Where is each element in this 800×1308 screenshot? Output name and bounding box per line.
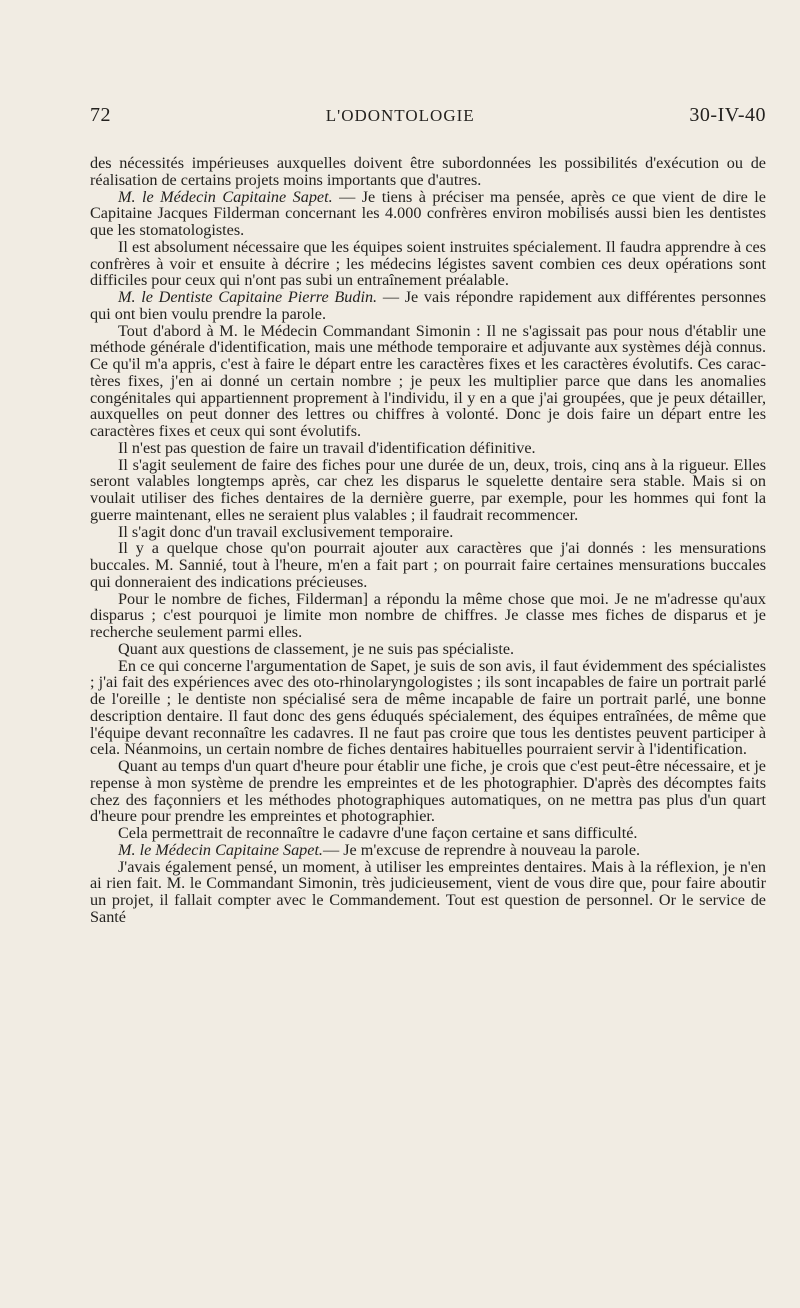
paragraph-text: Il y a quelque chose qu'on pourrait ajouter aux caractères que j'ai donnés : les mensurations buccales. M. Sannié, tout à l'heure, m'en a fait part ; on pourrait faire certaines mensurations buccales qui donneraient des indications précieuses. [90, 539, 766, 591]
speaker-name: M. le Médecin Capitaine Sapet. [118, 187, 333, 206]
running-header [90, 104, 766, 127]
paragraph-text: des nécessités impérieuses auxquelles doivent être subordonnées les possibilités d'exécution ou de réalisation de certains projets moins importants que d'autres. [90, 154, 766, 189]
paragraph-text: — Je tiens à préciser ma pensée, après ce que vient de dire le Capitaine Jacques Filderman concernant les 4.000 confrères environ mobilisés aussi bien les dentistes que les stomatologistes. [90, 187, 766, 239]
paragraph-text: En ce qui concerne l'argumentation de Sapet, je suis de son avis, il faut évidemment des spécialistes ; j'ai fait des expériences avec des oto-rhinolaryngologistes ; ils sont incapables de faire un portrait parlé de l'oreille ; le dentiste non spécialisé sera de même incapable de faire un portrait parlé, une bonne description dentaire. Il faut donc des gens éduqués spécialement, des équipes entraînées, de même que l'équipe devant reconnaître les cadavres. Il ne faut pas croire que tous les dentistes peuvent participer à cela. Néanmoins, un certain nombre de fiches dentaires habituelles pourraient servir à l'identification. [90, 656, 766, 759]
paragraph-1 [90, 155, 766, 189]
paragraph-12 [90, 658, 766, 759]
body-text [90, 155, 766, 926]
paragraph-8 [90, 524, 766, 541]
paragraph-text: Il s'agit donc d'un travail exclusivement temporaire. [118, 522, 454, 541]
paragraph-11 [90, 641, 766, 658]
paragraph-text: — Je m'excuse de reprendre à nouveau la parole. [322, 840, 641, 859]
paragraph-15 [90, 842, 766, 859]
paragraph-text: — Je vais répondre rapidement aux différentes personnes qui ont bien voulu prendre la parole. [90, 288, 766, 323]
paragraph-text: J'avais également pensé, un moment, à utiliser les empreintes dentaires. Mais à la réflexion, je n'en ai rien fait. M. le Commandant Simonin, très judicieusement, vient de vous dire que, pour faire aboutir un projet, il fallait compter avec le Commandement. Tout est question de personnel. Or le service de Santé [90, 857, 766, 926]
paragraph-text: Il n'est pas question de faire un travail d'identification définitive. [118, 438, 536, 457]
paragraph-text: Quant au temps d'un quart d'heure pour établir une fiche, je crois que c'est peut-être nécessaire, et je repense à mon système de prendre les empreintes et de les photographier. D'après des décomptes faits chez des façonniers et les méthodes photographiques automatiques, on ne mettra pas plus d'un quart d'heure pour prendre les empreintes et photographier. [90, 757, 766, 826]
paragraph-9 [90, 540, 766, 590]
paragraph-4 [90, 289, 766, 323]
speaker-name: M. le Dentiste Capitaine Pierre Budin. [118, 288, 378, 306]
paragraph-13 [90, 758, 766, 825]
journal-title: L'ODONTOLOGIE [325, 106, 475, 125]
paragraph-text: Quant aux questions de classement, je ne suis pas spécialiste. [118, 639, 515, 658]
document-page [90, 104, 766, 926]
paragraph-16 [90, 859, 766, 926]
page-number: 72 [90, 104, 111, 126]
paragraph-2 [90, 189, 766, 239]
paragraph-text: Il est absolument nécessaire que les équipes soient instruites spécialement. Il faudra apprendre à ces confrères à voir et ensuite à décrire ; les médecins légistes savent combien ces deux opérations sont difficiles pour ceux qui n'ont pas subi un entraînement préalable. [90, 237, 766, 290]
paragraph-3 [90, 239, 766, 289]
paragraph-text: Pour le nombre de fiches, Filderman] a répondu la même chose que moi. Je ne m'adresse qu'aux disparus ; c'est pourquoi je limite mon nombre de chiffres. Je classe mes fiches de disparus et je recherche seulement parmi elles. [90, 589, 766, 641]
paragraph-text: Tout d'abord à M. le Médecin Commandant Simonin : Il ne s'agissait pas pour nous d'établir une méthode générale d'identification, mais une méthode temporaire et adjuvante aux systèmes déjà connus. Ce qu'il m'a appris, c'est à faire le départ entre les caractères fixes et les caractères évolutifs. Ces caractères fixes, j'en ai donné un certain nombre ; je peux les multiplier parce que dans les anomalies congénitales qui appartiennent proprement à l'individu, il y en a que j'ai groupées, que je peux détailler, auxquelles on peut donner des lettres ou chiffres à volonté. Donc je dois faire un départ entre les caractères fixes et ceux qui sont évolutifs. [90, 321, 766, 440]
paragraph-7 [90, 457, 766, 524]
paragraph-text: Il s'agit seulement de faire des fiches pour une durée de un, deux, trois, cinq ans à la rigueur. Elles seront valables longtemps après, car chez les disparus le squelette dentaire sera stable. Mais si on voulait utiliser des fiches dentaires de la dernière guerre, par exemple, pour les hommes qui font la guerre maintenant, elles ne seraient plus valables ; il faudrait recommencer. [90, 455, 766, 524]
paragraph-10 [90, 591, 766, 641]
paragraph-6 [90, 440, 766, 457]
paragraph-5 [90, 323, 766, 440]
paragraph-text: Cela permettrait de reconnaître le cadavre d'une façon certaine et sans difficulté. [118, 824, 638, 842]
speaker-name: M. le Médecin Capitaine Sapet. [118, 840, 323, 859]
issue-date: 30-IV-40 [689, 104, 766, 126]
paragraph-14 [90, 825, 766, 842]
